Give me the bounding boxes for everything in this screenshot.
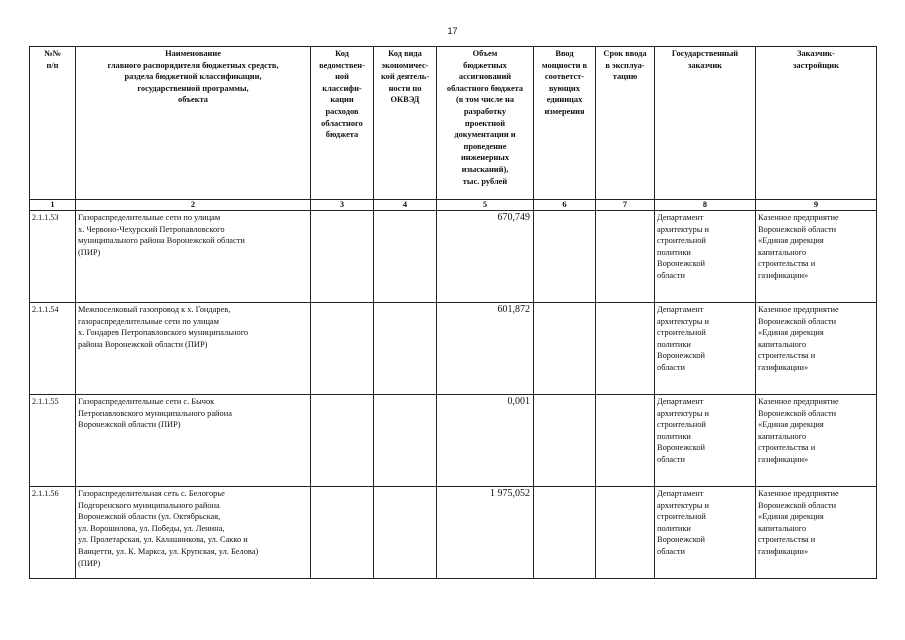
code-vedom-cell <box>311 395 374 487</box>
table-row <box>30 211 877 303</box>
row-number: 2.1.1.55 <box>30 395 76 487</box>
header-term: Срок ввода в эксплуа- тацию <box>596 47 655 200</box>
column-number: 6 <box>534 200 596 211</box>
header-customer: Государственный заказчик <box>655 47 756 200</box>
code-okved-cell <box>374 211 437 303</box>
capacity-cell <box>534 211 596 303</box>
developer-cell: Казенное предприятие Воронежской области «Единая дирекция капитального строительства и газификации» <box>756 395 877 487</box>
column-number: 3 <box>311 200 374 211</box>
customer-cell: Департамент архитектуры и строительной политики Воронежской области <box>655 487 756 579</box>
column-number: 2 <box>76 200 311 211</box>
row-number: 2.1.1.53 <box>30 211 76 303</box>
capacity-cell <box>534 487 596 579</box>
code-okved-cell <box>374 487 437 579</box>
header-number: №№ п/п <box>30 47 76 200</box>
header-capacity: Ввод мощности в соответст- вующих единицах измерения <box>534 47 596 200</box>
amount-cell: 0,001 <box>437 395 534 487</box>
header-code-vedom: Код ведомствен- ной классифи- кации расходов областного бюджета <box>311 47 374 200</box>
page-number: 17 <box>447 26 458 36</box>
table-row <box>30 487 877 579</box>
developer-cell: Казенное предприятие Воронежской области «Единая дирекция капитального строительства и газификации» <box>756 211 877 303</box>
row-number: 2.1.1.54 <box>30 303 76 395</box>
budget-objects-table <box>29 46 877 579</box>
column-number: 5 <box>437 200 534 211</box>
term-cell <box>596 303 655 395</box>
code-vedom-cell <box>311 487 374 579</box>
object-name: Межпоселковый газопровод к х. Гондарев, газораспределительные сети по улицам х. Гондарев Петропавловского муниципального района Воронежской области (ПИР) <box>76 303 311 395</box>
amount-cell: 1 975,052 <box>437 487 534 579</box>
customer-cell: Департамент архитектуры и строительной политики Воронежской области <box>655 395 756 487</box>
developer-cell: Казенное предприятие Воронежской области «Единая дирекция капитального строительства и газификации» <box>756 303 877 395</box>
table-row <box>30 395 877 487</box>
amount-cell: 670,749 <box>437 211 534 303</box>
header-row <box>30 47 877 200</box>
code-okved-cell <box>374 303 437 395</box>
header-amount: Объем бюджетных ассигнований областного бюджета (в том числе на разработку проектной документации и проведение инженерных изысканий), тыс. рублей <box>437 47 534 200</box>
capacity-cell <box>534 303 596 395</box>
header-code-okved: Код вида экономичес- кой деятель- ности по ОКВЭД <box>374 47 437 200</box>
header-name: Наименование главного распорядителя бюджетных средств, раздела бюджетной классификации, государственной программы, объекта <box>76 47 311 200</box>
code-vedom-cell <box>311 211 374 303</box>
object-name: Газораспределительные сети с. Бычок Петропавловского муниципального района Воронежской области (ПИР) <box>76 395 311 487</box>
developer-cell: Казенное предприятие Воронежской области «Единая дирекция капитального строительства и газификации» <box>756 487 877 579</box>
amount-cell: 601,872 <box>437 303 534 395</box>
term-cell <box>596 487 655 579</box>
table-row <box>30 303 877 395</box>
code-okved-cell <box>374 395 437 487</box>
capacity-cell <box>534 395 596 487</box>
column-number: 7 <box>596 200 655 211</box>
customer-cell: Департамент архитектуры и строительной политики Воронежской области <box>655 211 756 303</box>
object-name: Газораспределительная сеть с. Белогорье Подгоренского муниципального района Воронежской области (ул. Октябрьская, ул. Ворошилова, ул. Победы, ул. Ленина, ул. Пролетарская, ул. Калашникова, ул. Сакко и Ванцетти, ул. К. Маркса, ул. Крупская, ул. Белова) (ПИР) <box>76 487 311 579</box>
customer-cell: Департамент архитектуры и строительной политики Воронежской области <box>655 303 756 395</box>
header-developer: Заказчик- застройщик <box>756 47 877 200</box>
column-number-row <box>30 200 877 211</box>
column-number: 9 <box>756 200 877 211</box>
term-cell <box>596 395 655 487</box>
row-number: 2.1.1.56 <box>30 487 76 579</box>
object-name: Газораспределительные сети по улицам х. Червоно-Чехурский Петропавловского муниципального района Воронежской области (ПИР) <box>76 211 311 303</box>
column-number: 8 <box>655 200 756 211</box>
column-number: 4 <box>374 200 437 211</box>
column-number: 1 <box>30 200 76 211</box>
term-cell <box>596 211 655 303</box>
code-vedom-cell <box>311 303 374 395</box>
